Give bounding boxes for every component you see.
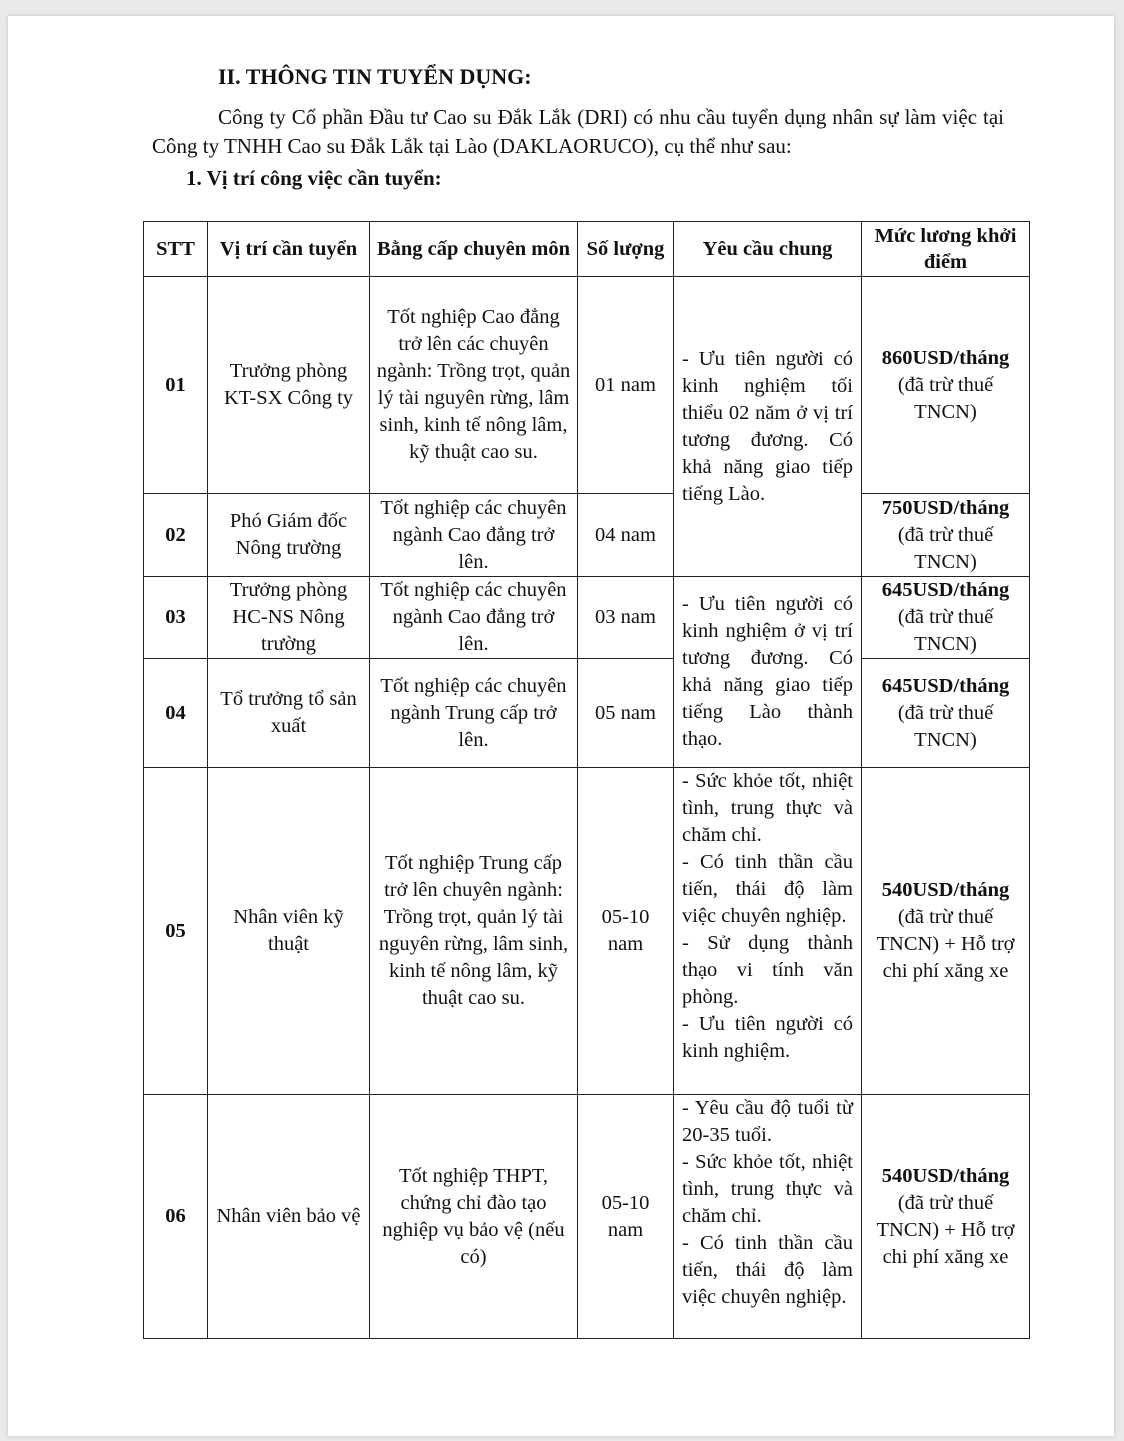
row-salary	[862, 768, 1030, 1095]
row-degree: Tốt nghiệp Cao đẳng trở lên các chuyên ngành: Trồng trọt, quản lý tài nguyên rừng, lâm sinh, kinh tế nông lâm, kỹ thuật cao su.	[370, 277, 578, 494]
header-salary: Mức lương khởi điểm	[862, 222, 1030, 277]
row-quantity: 01 nam	[578, 277, 674, 494]
salary-amount: 645USD/tháng	[881, 579, 1010, 601]
row-quantity: 05-10 nam	[578, 768, 674, 1095]
requirement-line: - Yêu cầu độ tuổi từ 20-35 tuổi.	[682, 1097, 853, 1146]
row-position: Phó Giám đốc Nông trường	[208, 494, 370, 577]
row-salary	[862, 577, 1030, 659]
row-position: Nhân viên bảo vệ	[208, 1095, 370, 1339]
table-row	[144, 277, 1030, 494]
requirement-line: - Có tinh thần cầu tiến, thái độ làm việc chuyên nghiệp.	[682, 851, 853, 927]
row-requirements	[674, 768, 862, 1095]
recruitment-table	[143, 221, 1030, 1339]
header-stt: STT	[144, 222, 208, 277]
row-quantity: 05-10 nam	[578, 1095, 674, 1339]
row-quantity: 05 nam	[578, 659, 674, 768]
table-header-row	[144, 222, 1030, 277]
row-quantity: 03 nam	[578, 577, 674, 659]
row-degree: Tốt nghiệp các chuyên ngành Trung cấp trở lên.	[370, 659, 578, 768]
intro-paragraph: Công ty Cổ phần Đầu tư Cao su Đắk Lắk (DRI) có nhu cầu tuyển dụng nhân sự làm việc tại Công ty TNHH Cao su Đắk Lắk tại Lào (DAKLAORUCO), cụ thể như sau:	[152, 105, 1004, 158]
requirement-line: - Có tinh thần cầu tiến, thái độ làm việc chuyên nghiệp.	[682, 1232, 853, 1308]
requirement-line: - Sức khỏe tốt, nhiệt tình, trung thực và chăm chỉ.	[682, 1151, 853, 1227]
requirement-line: - Sức khỏe tốt, nhiệt tình, trung thực và chăm chỉ.	[682, 770, 853, 846]
row-salary	[862, 1095, 1030, 1339]
header-quantity: Số lượng	[578, 222, 674, 277]
table-row	[144, 494, 1030, 577]
row-position: Tổ trưởng tổ sản xuất	[208, 659, 370, 768]
salary-amount: 540USD/tháng	[881, 1164, 1010, 1187]
header-degree: Bằng cấp chuyên môn	[370, 222, 578, 277]
row-degree: Tốt nghiệp các chuyên ngành Cao đẳng trở lên.	[370, 494, 578, 577]
row-degree: Tốt nghiệp các chuyên ngành Cao đẳng trở lên.	[370, 577, 578, 659]
row-stt: 01	[144, 277, 208, 494]
row-quantity: 04 nam	[578, 494, 674, 577]
row-stt: 04	[144, 659, 208, 768]
row-degree: Tốt nghiệp Trung cấp trở lên chuyên ngành: Trồng trọt, quản lý tài nguyên rừng, lâm sinh, kinh tế nông lâm, kỹ thuật cao su.	[370, 768, 578, 1095]
row-requirements	[674, 1095, 862, 1339]
row-position: Nhân viên kỹ thuật	[208, 768, 370, 1095]
header-requirements: Yêu cầu chung	[674, 222, 862, 277]
row-salary	[862, 494, 1030, 577]
salary-note: (đã trừ thuế TNCN) + Hỗ trợ chi phí xăng xe	[876, 1191, 1015, 1268]
row-requirements: - Ưu tiên người có kinh nghiệm tối thiểu 02 năm ở vị trí tương đương. Có khả năng giao tiếp tiếng Lào.	[674, 277, 862, 577]
salary-note: (đã trừ thuế TNCN)	[897, 701, 994, 751]
section-heading: II. THÔNG TIN TUYỂN DỤNG:	[218, 64, 532, 89]
salary-note: (đã trừ thuế TNCN)	[897, 373, 994, 423]
table-row	[144, 768, 1030, 1095]
salary-amount: 750USD/tháng	[881, 496, 1010, 519]
subsection-heading: 1. Vị trí công việc cần tuyển:	[186, 166, 442, 190]
row-position: Trưởng phòng KT-SX Công ty	[208, 277, 370, 494]
requirement-line: - Sử dụng thành thạo vi tính văn phòng.	[682, 932, 853, 1008]
table-row	[144, 1095, 1030, 1339]
row-requirements: - Ưu tiên người có kinh nghiệm ở vị trí tương đương. Có khả năng giao tiếp tiếng Lào thành thạo.	[674, 577, 862, 768]
header-position: Vị trí cần tuyển	[208, 222, 370, 277]
salary-amount: 645USD/tháng	[881, 674, 1010, 697]
table-row	[144, 577, 1030, 659]
requirement-line: - Ưu tiên người có kinh nghiệm.	[682, 1013, 853, 1062]
table-row	[144, 659, 1030, 768]
row-stt: 03	[144, 577, 208, 659]
salary-amount: 540USD/tháng	[881, 879, 1010, 901]
row-position: Trưởng phòng HC-NS Nông trường	[208, 577, 370, 659]
salary-amount: 860USD/tháng	[881, 346, 1010, 369]
row-stt: 02	[144, 494, 208, 577]
row-salary	[862, 659, 1030, 768]
row-stt: 06	[144, 1095, 208, 1339]
row-stt: 05	[144, 768, 208, 1095]
row-degree: Tốt nghiệp THPT, chứng chỉ đào tạo nghiệp vụ bảo vệ (nếu có)	[370, 1095, 578, 1339]
salary-note: (đã trừ thuế TNCN)	[897, 523, 994, 573]
salary-note: (đã trừ thuế TNCN) + Hỗ trợ chi phí xăng xe	[876, 906, 1015, 982]
row-salary	[862, 277, 1030, 494]
salary-note: (đã trừ thuế TNCN)	[897, 606, 994, 655]
